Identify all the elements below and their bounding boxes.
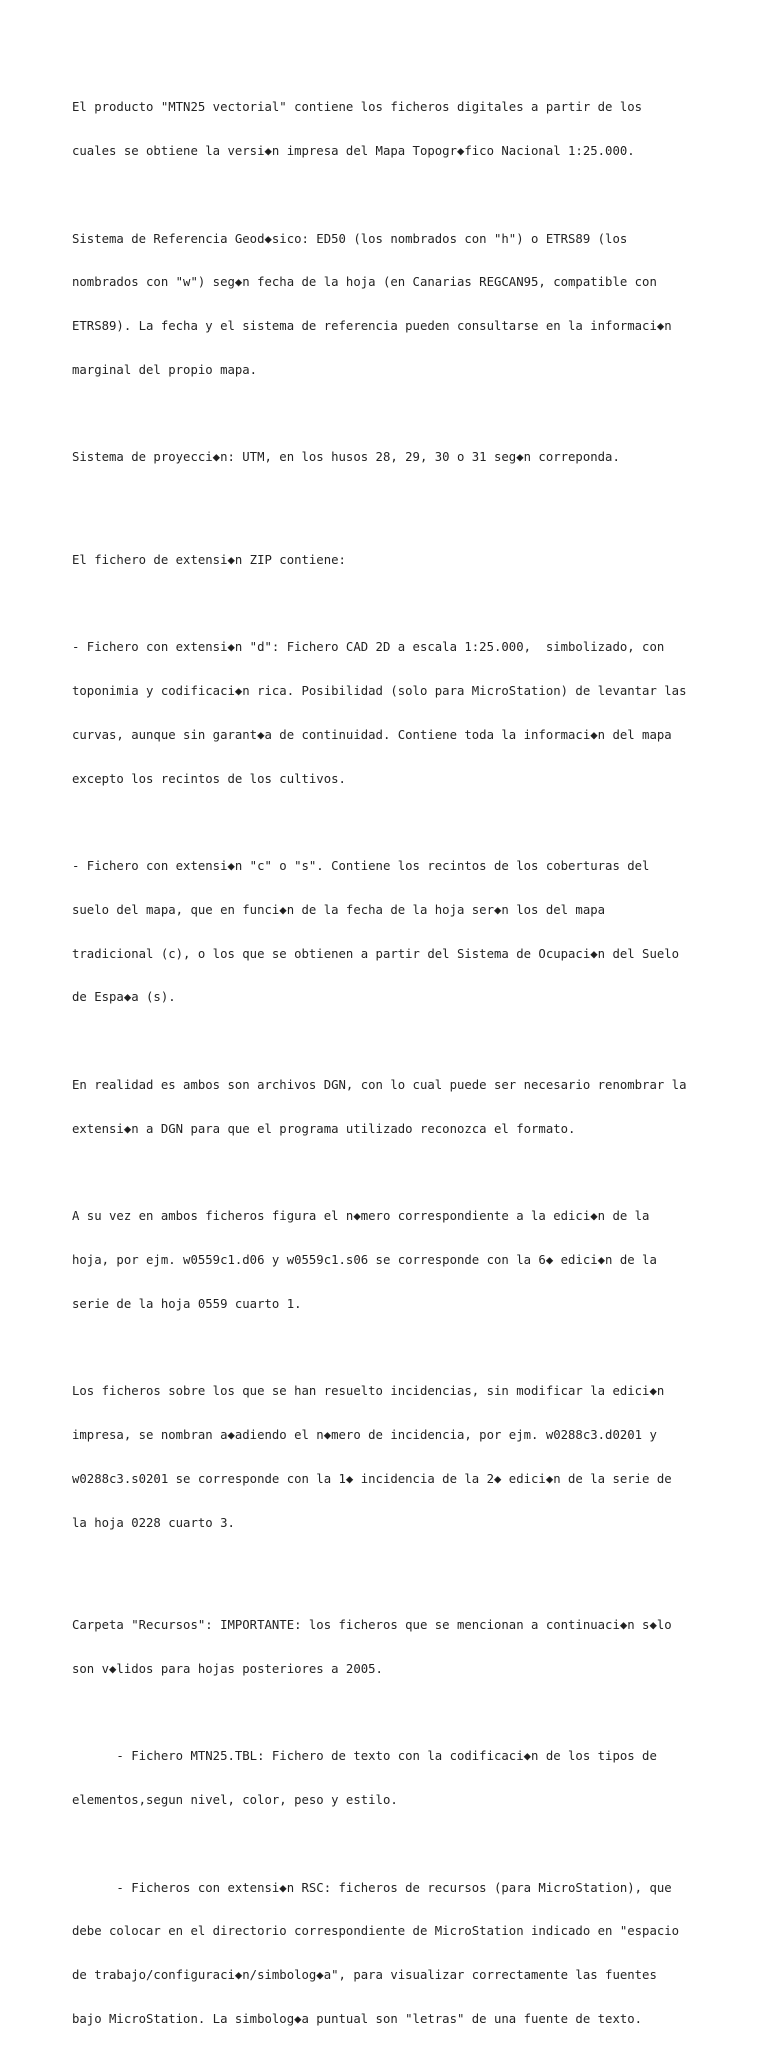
paragraph-file-c-s <box>72 830 712 1034</box>
paragraph-incidences <box>72 1355 712 1559</box>
text-line: bajo MicroStation. La simbolog◆a puntual son "letras" de una fuente de texto. <box>72 2011 643 2026</box>
text-line: la hoja 0228 cuarto 3. <box>72 1515 235 1530</box>
text-line: tradicional (c), o los que se obtienen a partir del Sistema de Ocupaci◆n del Suelo <box>72 946 680 961</box>
paragraph-tbl-file <box>72 1720 712 1837</box>
text-line: marginal del propio mapa. <box>72 362 258 377</box>
text-line: elementos,segun nivel, color, peso y estilo. <box>72 1793 398 1808</box>
text-line: son v◆lidos para hojas posteriores a 2005. <box>72 1661 383 1676</box>
paragraph-resources-folder <box>72 1589 712 1706</box>
paragraph-edition-number <box>72 1180 712 1341</box>
text-line: - Fichero MTN25.TBL: Fichero de texto con la codificaci◆n de los tipos de <box>72 1749 657 1764</box>
paragraph-file-d <box>72 611 712 815</box>
text-line: suelo del mapa, que en funci◆n de la fecha de la hoja ser◆n los del mapa <box>72 902 606 917</box>
text-line: w0288c3.s0201 se corresponde con la 1◆ incidencia de la 2◆ edici◆n de la serie de <box>72 1472 672 1486</box>
text-line: impresa, se nombran a◆adiendo el n◆mero de incidencia, por ejm. w0288c3.d0201 y <box>72 1428 657 1443</box>
document-page <box>72 71 712 2048</box>
text-line: - Fichero con extensi◆n "c" o "s". Contiene los recintos de los coberturas del <box>72 859 650 874</box>
paragraph-reference-system <box>72 202 712 406</box>
text-line: El producto "MTN25 vectorial" contiene los ficheros digitales a partir de los <box>72 100 643 115</box>
text-line: extensi◆n a DGN para que el programa utilizado reconozca el formato. <box>72 1121 576 1136</box>
text-line: - Fichero con extensi◆n "d": Fichero CAD 2D a escala 1:25.000, simbolizado, con <box>72 640 665 655</box>
text-line: En realidad es ambos son archivos DGN, con lo cual puede ser necesario renombrar la <box>72 1077 687 1092</box>
text-line: serie de la hoja 0559 cuarto 1. <box>72 1296 302 1311</box>
text-line: Los ficheros sobre los que se han resuelto incidencias, sin modificar la edici◆n <box>72 1384 665 1399</box>
text-line: A su vez en ambos ficheros figura el n◆mero correspondiente a la edici◆n de la <box>72 1209 650 1224</box>
paragraph-zip-heading <box>72 523 712 596</box>
text-line: Sistema de proyecci◆n: UTM, en los husos 28, 29, 30 o 31 seg◆n correponda. <box>72 450 620 465</box>
text-line: debe colocar en el directorio correspondiente de MicroStation indicado en "espacio <box>72 1924 680 1939</box>
text-line: El fichero de extensi◆n ZIP contiene: <box>72 552 346 567</box>
text-line: hoja, por ejm. w0559c1.d06 y w0559c1.s06 se corresponde con la 6◆ edici◆n de la <box>72 1253 657 1268</box>
text-line: excepto los recintos de los cultivos. <box>72 771 346 786</box>
text-line: de trabajo/configuraci◆n/simbolog◆a", para visualizar correctamente las fuentes <box>72 1968 657 1983</box>
text-line: curvas, aunque sin garant◆a de continuidad. Contiene toda la informaci◆n del mapa <box>72 727 672 742</box>
text-line: Sistema de Referencia Geod◆sico: ED50 (los nombrados con "h") o ETRS89 (los <box>72 231 628 246</box>
paragraph-projection <box>72 421 712 494</box>
text-line: ETRS89). La fecha y el sistema de referencia pueden consultarse en la informaci◆n <box>72 319 672 334</box>
text-line: cuales se obtiene la versi◆n impresa del Mapa Topogr◆fico Nacional 1:25.000. <box>72 143 635 158</box>
text-line: Carpeta "Recursos": IMPORTANTE: los ficheros que se mencionan a continuaci◆n s◆lo <box>72 1617 672 1632</box>
paragraph-dgn-note <box>72 1049 712 1166</box>
text-line: nombrados con "w") seg◆n fecha de la hoja (en Canarias REGCAN95, compatible con <box>72 275 657 290</box>
paragraph-intro <box>72 71 712 188</box>
text-line: de Espa◆a (s). <box>72 990 176 1005</box>
text-line: toponimia y codificaci◆n rica. Posibilidad (solo para MicroStation) de levantar las <box>72 683 687 698</box>
paragraph-rsc-files <box>72 1851 712 2048</box>
text-line: - Ficheros con extensi◆n RSC: ficheros de recursos (para MicroStation), que <box>72 1880 672 1895</box>
